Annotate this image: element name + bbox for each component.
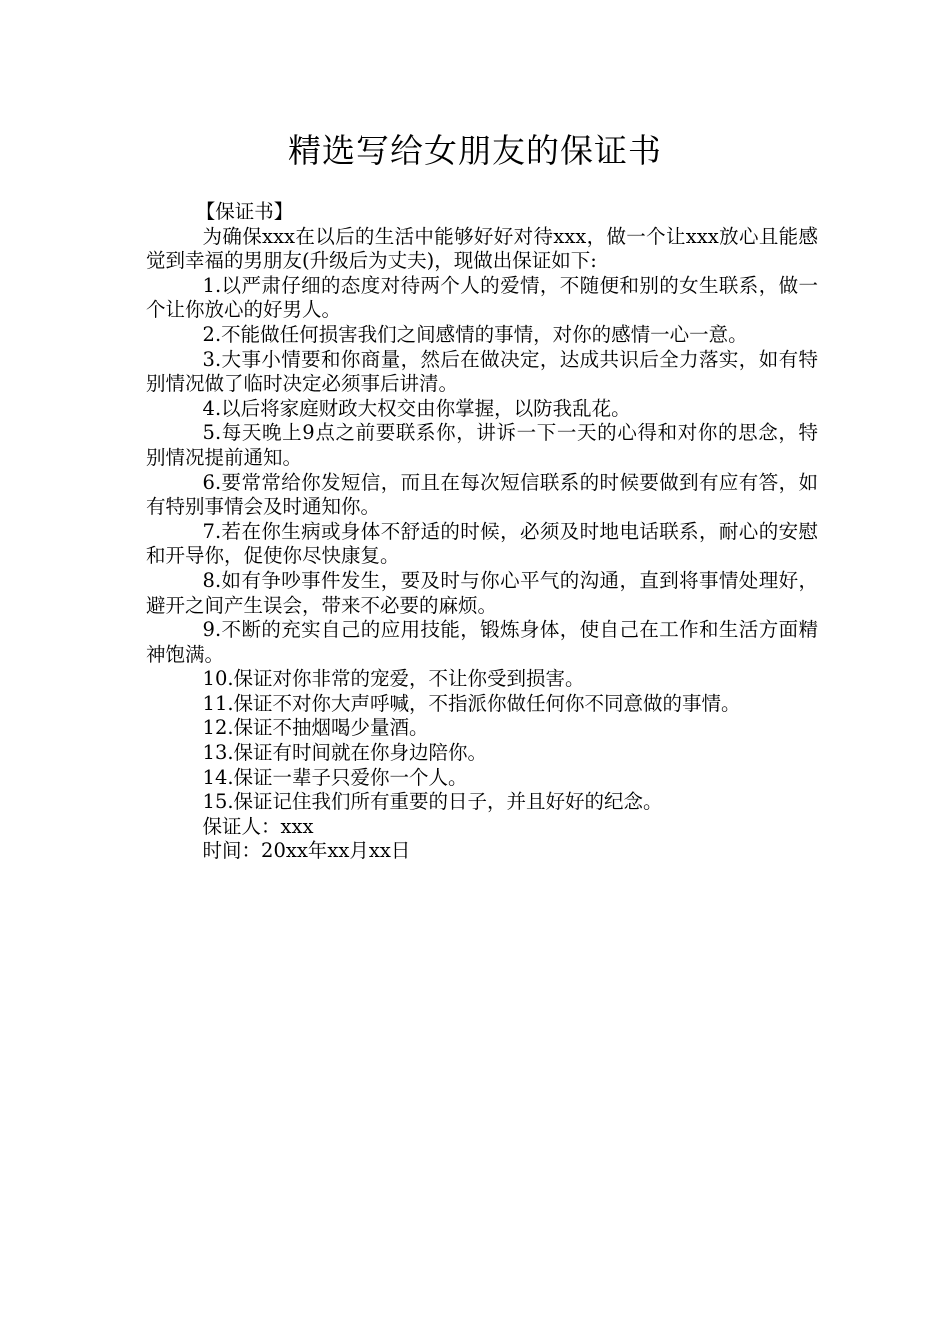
- pledge-item: 13.保证有时间就在你身边陪你。: [202, 741, 488, 765]
- pledge-item: 15.保证记住我们所有重要的日子，并且好好的纪念。: [202, 790, 663, 814]
- guarantor-line: 保证人：xxx: [202, 814, 314, 838]
- pledge-item: 6.要常常给你发短信，而且在每次短信联系的时候要做到有应有答，如有特别事情会及时通知你。: [146, 470, 818, 519]
- pledge-item: 5.每天晚上9点之前要联系你，讲诉一下一天的心得和对你的思念，特别情况提前通知。: [146, 421, 818, 469]
- pledge-item: 11.保证不对你大声呼喊，不指派你做任何你不同意做的事情。: [202, 691, 741, 715]
- pledge-item: 4.以后将家庭财政大权交由你掌握，以防我乱花。: [202, 396, 631, 420]
- intro-paragraph: 为确保xxx在以后的生活中能够好好对待xxx，做一个让xxx放心且能感觉到幸福的男朋友(升级后为丈夫)，现做出保证如下:: [146, 224, 818, 273]
- pledge-item: 7.若在你生病或身体不舒适的时候，必须及时地电话联系，耐心的安慰和开导你，促使你尽快康复。: [146, 519, 818, 568]
- pledge-item: 12.保证不抽烟喝少量酒。: [202, 716, 429, 740]
- pledge-item: 8.如有争吵事件发生，要及时与你心平气的沟通，直到将事情处理好，避开之间产生误会，带来不必要的麻烦。: [146, 568, 818, 617]
- pledge-item: 10.保证对你非常的宠爱，不让你受到损害。: [202, 667, 585, 691]
- date-line: 时间：20xx年xx月xx日: [202, 839, 411, 863]
- pledge-item: 14.保证一辈子只爱你一个人。: [202, 765, 468, 789]
- pledge-item: 2.不能做任何损害我们之间感情的事情，对你的感情一心一意。: [202, 322, 748, 346]
- pledge-item: 3.大事小情要和你商量，然后在做决定，达成共识后全力落实，如有特别情况做了临时决定必须事后讲清。: [146, 347, 818, 396]
- document-body: [146, 200, 818, 864]
- pledge-item: 1.以严肃仔细的态度对待两个人的爱情，不随便和别的女生联系，做一个让你放心的好男人。: [146, 273, 818, 322]
- section-heading: 【保证书】: [195, 200, 294, 223]
- document-title: 精选写给女朋友的保证书: [288, 131, 662, 170]
- pledge-item: 9.不断的充实自己的应用技能，锻炼身体，使自己在工作和生活方面精神饱满。: [146, 618, 818, 666]
